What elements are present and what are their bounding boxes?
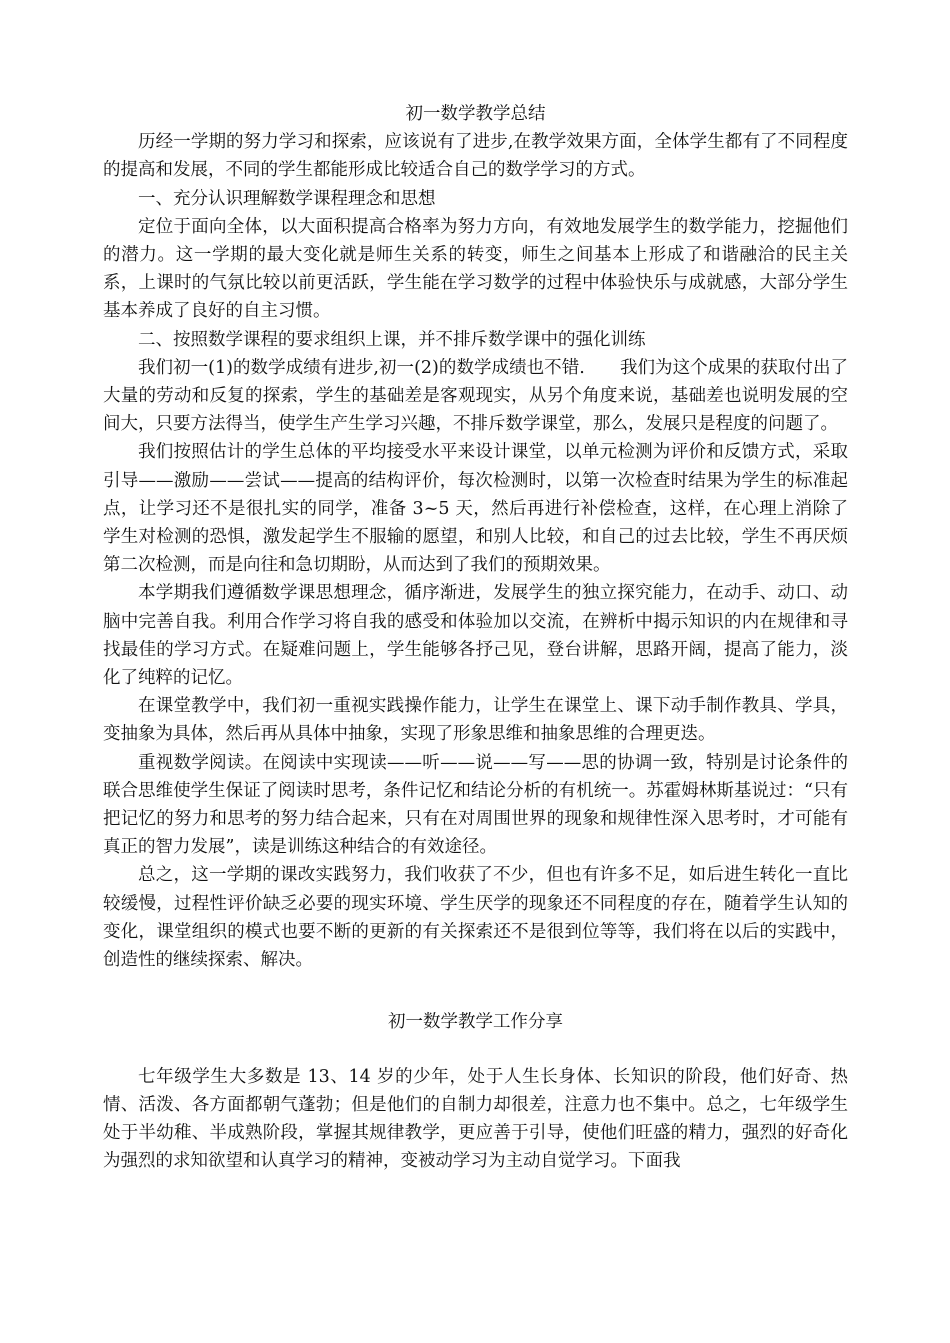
- paragraph-conclusion: 总之，这一学期的课改实践努力，我们收获了不少，但也有许多不足，如后进生转化一直比较缓慢，过程性评价缺乏必要的现实环境、学生厌学的现象还不同程度的存在，随着学生认知的变化，课堂组织的模式也要不断的更新的有关探索还不是很到位等等，我们将在以后的实践中，创造性的继续探索、解决。: [103, 865, 848, 971]
- heading-section-2: 二、按照数学课程的要求组织上课，并不排斥数学课中的强化训练: [138, 329, 646, 350]
- paragraph-inquiry: 本学期我们遵循数学课思想理念，循序渐进，发展学生的独立探究能力，在动手、动口、动脑中完善自我。利用合作学习将自我的感受和体验加以交流，在辨析中揭示知识的内在规律和寻找最佳的学习方式。在疑难问题上，学生能够各抒己见，登台讲解，思路开阔，提高了能力，淡化了纯粹的记忆。: [103, 583, 848, 689]
- document-page: [103, 100, 848, 1175]
- section-2-title: 初一数学教学工作分享: [388, 1012, 563, 1033]
- paragraph-results: 我们初一(1)的数学成绩有进步,初一(2)的数学成绩也不错. 我们为这个成果的获取付出了大量的劳动和反复的探索，学生的基础差是客观现实，从另个角度来说，基础差也说明发展的空间大，只要方法得当，使学生产生学习兴趣，不排斥数学课堂，那么，发展只是程度的问题了。: [103, 357, 848, 435]
- paragraph-assessment: 我们按照估计的学生总体的平均接受水平来设计课堂，以单元检测为评价和反馈方式，采取引导——激励——尝试——提高的结构评价，每次检测时，以第一次检查时结果为学生的标准起点，让学习还不是很扎实的同学，准备 3~5 天，然后再进行补偿检查，这样，在心理上消除了学生对检测的恐惧，激发起学生不服输的愿望，和别人比较，和自己的过去比较，学生不再厌烦第二次检测，而是向往和急切期盼，从而达到了我们的预期效果。: [103, 442, 848, 576]
- paragraph-intro: 历经一学期的努力学习和探索，应该说有了进步,在教学效果方面，全体学生都有了不同程度的提高和发展，不同的学生都能形成比较适合自己的数学学习的方式。: [103, 132, 848, 181]
- heading-section-1: 一、充分认识理解数学课程理念和思想: [138, 188, 436, 209]
- document-title: 初一数学教学总结: [405, 104, 546, 124]
- paragraph-section-1: 定位于面向全体，以大面积提高合格率为努力方向，有效地发展学生的数学能力，挖掘他们的潜力。这一学期的最大变化就是师生关系的转变，师生之间基本上形成了和谐融洽的民主关系，上课时的气氛比较以前更活跃，学生能在学习数学的过程中体验快乐与成就感，大部分学生基本养成了良好的自主习惯。: [103, 216, 848, 322]
- paragraph-section-2: 七年级学生大多数是 13、14 岁的少年，处于人生长身体、长知识的阶段，他们好奇、热情、活泼、各方面都朝气蓬勃；但是他们的自制力却很差，注意力也不集中。总之，七年级学生处于半幼稚、半成熟阶段，掌握其规律教学，更应善于引导，使他们旺盛的精力，强烈的好奇化为强烈的求知欲望和认真学习的精神，变被动学习为主动自觉学习。下面我: [103, 1066, 848, 1172]
- paragraph-practice: 在课堂教学中，我们初一重视实践操作能力，让学生在课堂上、课下动手制作教具、学具，变抽象为具体，然后再从具体中抽象，实现了形象思维和抽象思维的合理更迭。: [103, 696, 848, 745]
- paragraph-reading: 重视数学阅读。在阅读中实现读——听——说——写——思的协调一致，特别是讨论条件的联合思维使学生保证了阅读时思考，条件记忆和结论分析的有机统一。苏霍姆林斯基说过：“只有把记忆的努力和思考的努力结合起来，只有在对周围世界的现象和规律性深入思考时，才可能有真正的智力发展”，读是训练这种结合的有效途径。: [103, 752, 848, 858]
